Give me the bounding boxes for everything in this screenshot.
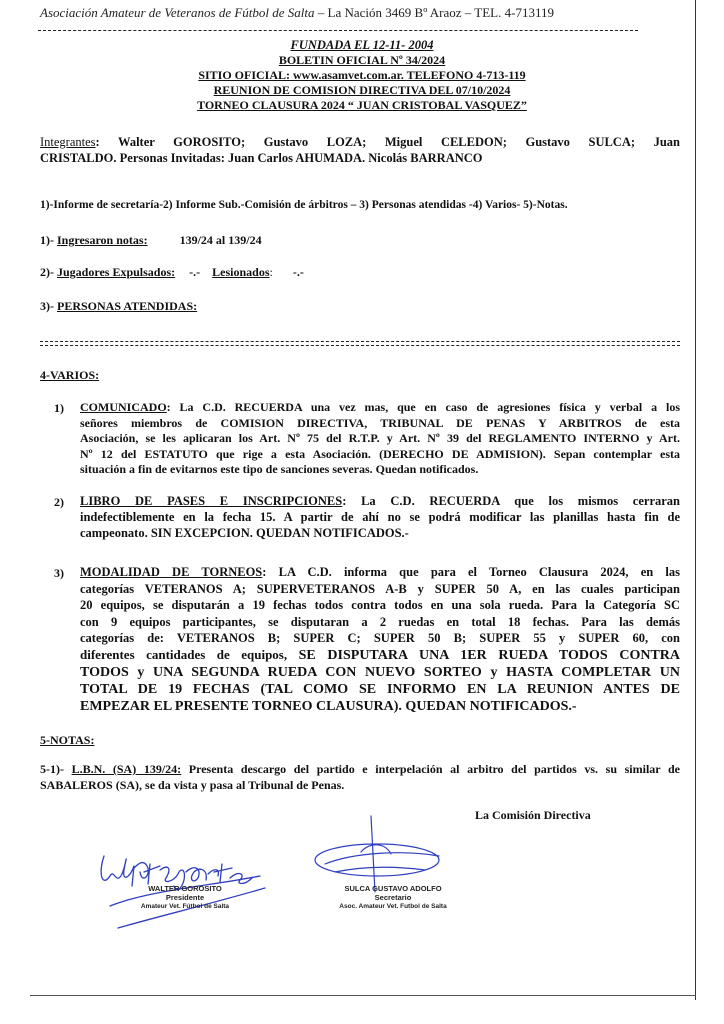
section-3 [40,299,197,315]
section-divider-2 [40,345,680,346]
varios-item-3-line: con 9 equipos participantes, se disputaran a 2 ruedas en total 18 fechas. Para las demás [80,614,680,629]
varios-item-3-line: 20 equipos, se disputarán a 19 fechas todos contra todos en una sola rueda. Para la Categoría SC [80,598,680,612]
section-2-label-lesionados: Lesionados [212,265,270,279]
section-5-title: 5-NOTAS: [40,733,95,747]
section-2-colon: : [269,265,273,279]
signature-1-role: Presidente [165,893,205,902]
varios-item-1-heading: COMUNICADO [80,400,167,414]
varios-item-1-line: situación a fin de evitarnos este tipo de sanciones severas. Quedan notificados. [80,462,479,476]
signature-2-org: Asoc. Amateur Vet. Futbol de Salta [339,903,447,910]
boletin-title: BOLETIN OFICIAL Nº 34/2024 [278,53,446,67]
varios-item-2-line: campeonato. SIN EXCEPCION. QUEDAN NOTIFICADOS.- [80,526,409,540]
closing-signoff: La Comisión Directiva [475,808,591,822]
varios-item-2 [80,493,680,541]
fundada-line: FUNDADA EL 12-11- 2004 [290,38,434,52]
section-5-note [40,762,680,793]
section-2-label-expulsados: Jugadores Expulsados: [57,265,176,279]
varios-item-3-caps-line: SE DISPUTARA UNA 1ER RUEDA TODOS CONTRA [298,647,681,663]
section-2-value-expulsados: -.- [189,265,201,279]
varios-item-1 [80,400,680,478]
varios-item-2-heading: LIBRO DE PASES E INSCRIPCIONES [80,494,343,508]
document-header [0,38,724,113]
reunion-line: REUNION DE COMISION DIRECTIVA DEL 07/10/2024 [213,83,511,97]
sitio-line: SITIO OFICIAL: www.asamvet.com.ar. TELEFONO 4-713-119 [198,68,526,82]
varios-item-1-line: señores miembros de COMISION DIRECTIVA, TRIBUNAL DE PENAS Y ARBITROS de esta [80,415,680,430]
section-5-prefix: 5-1)- [40,762,72,776]
section-1-value: 139/24 al 139/24 [179,233,262,247]
section-2-value-lesionados: -.- [292,265,304,279]
varios-item-3-caps-line: TODOS y UNA SEGUNDA RUEDA CON NUEVO SORTEO y HASTA COMPLETAR UN [80,665,680,680]
section-1-label: Ingresaron notas: [57,233,148,247]
header-divider [38,30,638,31]
varios-item-1-line: : La C.D. RECUERDA una vez mas, que en caso de agresiones física y verbal a los [166,400,680,414]
varios-item-3-line: : LA C.D. informa que para el Torneo Clausura 2024, en las [262,565,680,579]
varios-item-1-line: Nº 12 del ESTATUTO que rige a esta Asociación. (DERECHO DE ADMISION). Sepan contemplar esta [80,446,680,461]
varios-item-3-caps-line: TOTAL DE 19 FECHAS (TAL COMO SE INFORMO EN LA REUNION ANTES DE [80,682,680,697]
torneo-line: TORNEO CLAUSURA 2024 “ JUAN CRISTOBAL VASQUEZ” [197,98,527,112]
signature-2-name: SULCA GUSTAVO ADOLFO [344,884,442,893]
section-divider-1 [40,341,680,342]
integrantes-line2: CRISTALDO. Personas Invitadas: Juan Carlos AHUMADA. Nicolás BARRANCO [40,150,483,165]
integrantes-label: Integrantes [40,135,96,149]
agenda-line: 1)-Informe de secretaría-2) Informe Sub.-Comisión de árbitros – 3) Personas atendidas -4) Varios- 5)-Notas. [40,199,568,211]
signature-2-block [318,884,468,911]
varios-item-3-caps-line: EMPEZAR EL PRESENTE TORNEO CLAUSURA). QUEDAN NOTIFICADOS.- [80,699,577,714]
varios-item-1-number: 1) [54,401,64,415]
varios-item-3-line: diferentes cantidades de equipos, [80,646,288,662]
section-1-prefix: 1)- [40,233,57,247]
signature-1-block [130,884,240,911]
letterhead [40,5,700,21]
varios-item-3-line: categorías de: VETERANOS B; SUPER C; SUPER 50 B; SUPER 55 y SUPER 60, con [80,631,680,645]
section-2 [40,265,304,281]
varios-item-3 [80,564,680,715]
varios-item-3-heading: MODALIDAD DE TORNEOS [80,565,263,579]
varios-item-2-number: 2) [54,495,64,509]
section-5-line1: Presenta descargo del partido e interpelación al arbitro del partidos vs. su similar de [181,762,680,776]
varios-item-2-line: indefectiblemente en la fecha 15. A partir de ahí no se podrá modificar las planillas hasta fin de [80,510,680,524]
section-5-line2: SABALEROS (SA), se da vista y pasa al Tribunal de Penas. [40,777,345,792]
page-border-bottom [30,995,696,996]
section-3-prefix: 3)- [40,299,57,313]
section-1 [40,233,262,249]
section-3-label: PERSONAS ATENDIDAS: [57,299,198,313]
integrantes-line1: : Walter GOROSITO; Gustavo LOZA; Miguel CELEDON; Gustavo SULCA; Juan [95,135,680,149]
varios-item-1-line: Asociación, se les aplicaran los Art. Nº 75 del R.T.P. y Art. Nº 39 del REGLAMENTO INTERNO y Art. [80,431,680,445]
section-2-prefix: 2)- [40,265,57,279]
signature-gorosito [90,828,280,938]
letterhead-address: – La Nación 3469 Bº Araoz – TEL. 4-713119 [317,5,554,20]
section-5-label: L.B.N. (SA) 139/24: [71,762,182,776]
signature-2-role: Secretario [374,893,412,902]
integrantes [40,135,680,166]
page-border-right [695,0,696,1000]
varios-item-3-number: 3) [54,566,64,580]
section-4-title: 4-VARIOS: [40,368,100,382]
letterhead-org: Asociación Amateur de Veteranos de Fútbol de Salta [40,5,315,20]
varios-item-2-line: : La C.D. RECUERDA que los mismos cerraran [342,494,680,508]
signature-1-name: WALTER GOROSITO [148,884,222,893]
signature-1-org: Amateur Vet. Fútbol de Salta [140,903,230,910]
varios-item-3-line: categorías VETERANOS A; SUPERVETERANOS A-B y SUPER 50 A, en las cuales participan [80,581,680,596]
